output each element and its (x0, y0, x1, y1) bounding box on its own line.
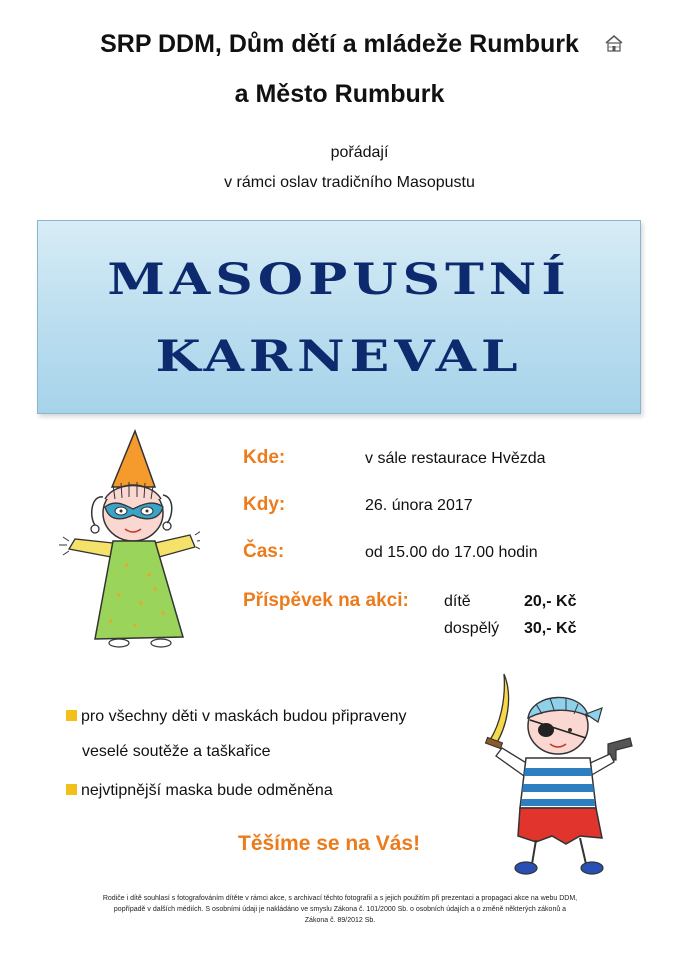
pirate-child-illustration (470, 668, 640, 883)
footer-line-3: Zákona č. 89/2012 Sb. (304, 917, 376, 924)
title-banner (37, 220, 641, 414)
bullet-item-2-text: nejvtipnější maska bude odměněna (81, 782, 333, 799)
where-label: Kde: (243, 447, 286, 468)
bullet-square-icon (66, 710, 77, 721)
fee-adult-value: 30,- Kč (524, 620, 577, 637)
when-label: Kdy: (243, 494, 286, 515)
bullet-item-2 (66, 782, 333, 800)
fee-adult-label: dospělý (444, 620, 500, 637)
bullet-square-icon (66, 784, 77, 795)
title-line-2: KARNEVAL (155, 331, 523, 382)
footer-line-2: popřípadě v dalších médiích. S osobními údaji je nakládáno ve smyslu Zákona č. 101/2000 Sb. o osobních údajích a o změně některých zákonů a (113, 906, 567, 913)
intro-line-1: pořádají (330, 144, 389, 161)
consent-footer (45, 893, 635, 926)
organizer-line-2: a Město Rumburk (234, 80, 445, 108)
fee-label: Příspěvek na akci: (243, 590, 409, 611)
bullet-item-1 (66, 708, 407, 726)
closing-message: Těšíme se na Vás! (238, 832, 421, 855)
time-value: od 15.00 do 17.00 hodin (365, 544, 538, 561)
bullet-item-1-text: pro všechny děti v maskách budou připraveny (81, 708, 407, 725)
title-line-1: MASOPUSTNÍ (107, 254, 571, 305)
footer-line-1: Rodiče i dítě souhlasí s fotografováním dítěte v rámci akce, s archivací těchto fotografií a s jejich použitím při prezentaci a propagaci akce na webu DDM, (102, 895, 578, 902)
intro-line-2: v rámci oslav tradičního Masopustu (224, 174, 475, 191)
when-value: 26. února 2017 (365, 497, 473, 514)
time-label: Čas: (243, 541, 285, 562)
fee-child-value: 20,- Kč (524, 593, 577, 610)
organizer-line-1: SRP DDM, Dům dětí a mládeže Rumburk (100, 30, 579, 58)
where-value: v sále restaurace Hvězda (365, 450, 546, 467)
wizard-child-illustration (55, 425, 200, 650)
bullet-item-1-continuation: veselé soutěže a taškařice (82, 743, 271, 760)
fee-child-label: dítě (444, 593, 471, 610)
house-icon (604, 34, 624, 52)
